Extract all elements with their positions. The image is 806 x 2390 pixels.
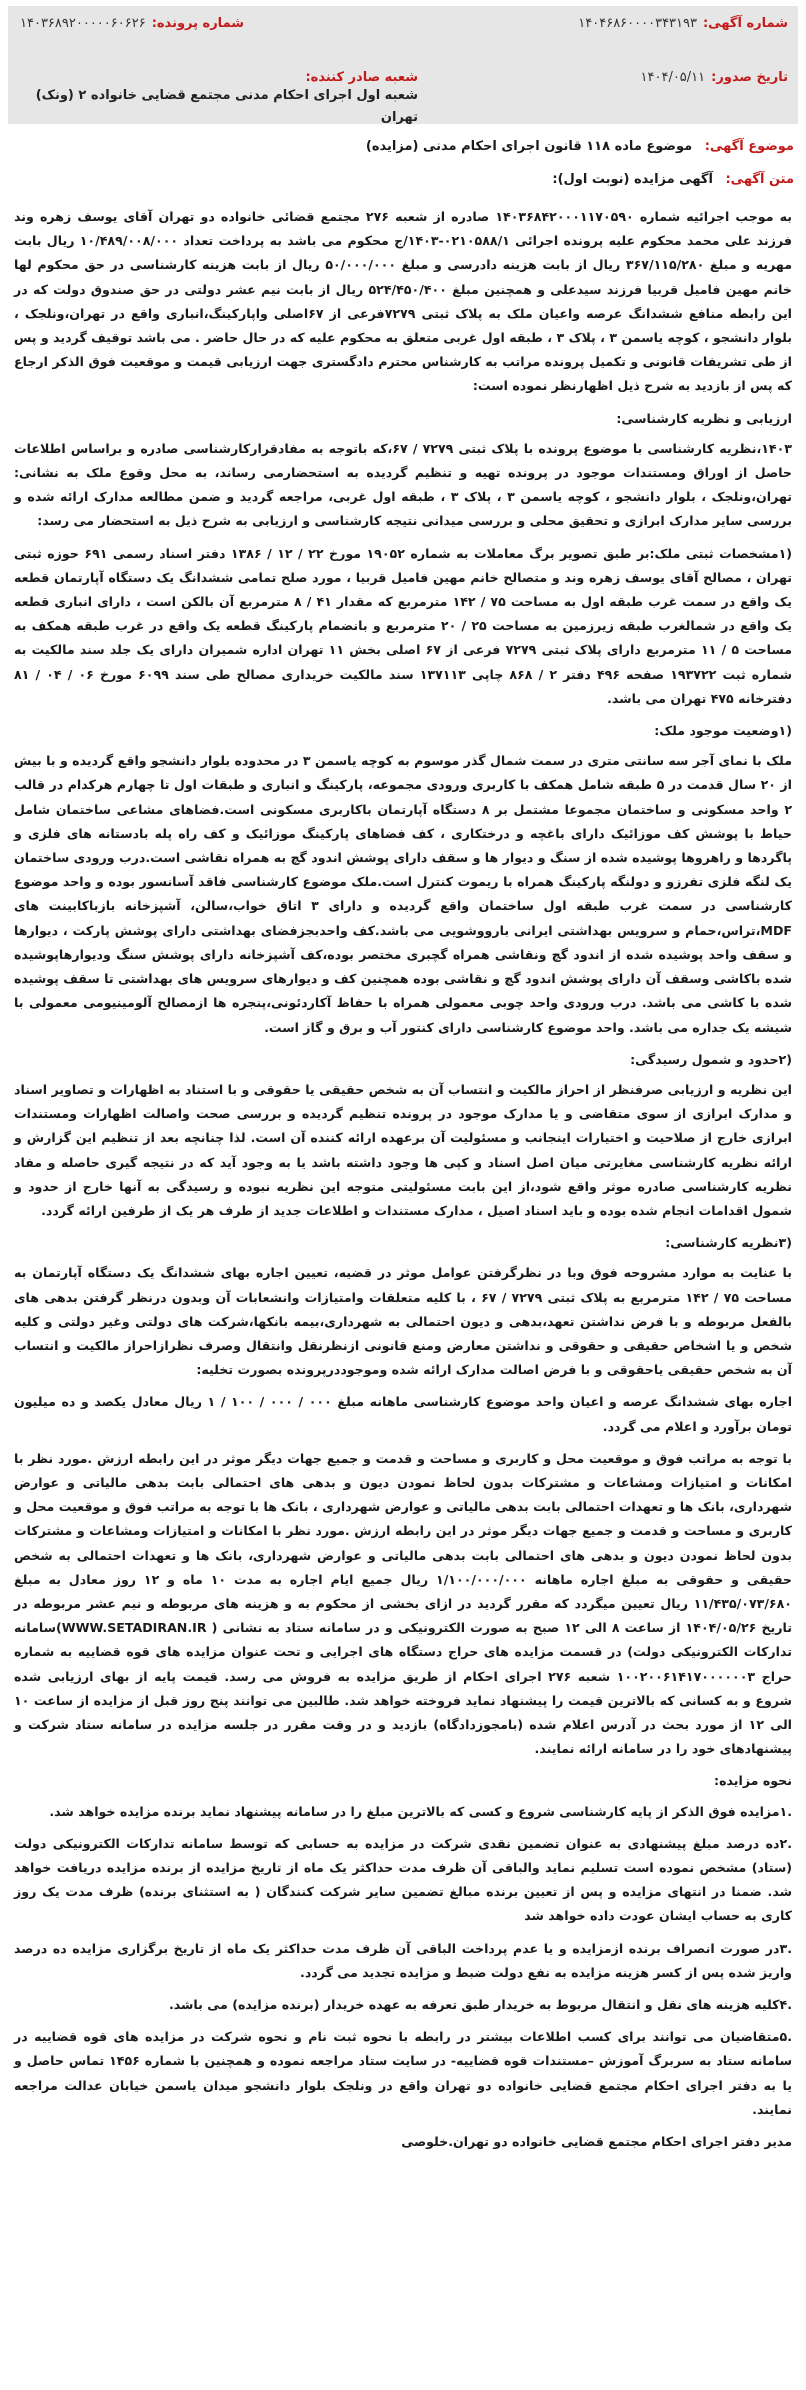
paragraph-auction-terms: با توجه به مراتب فوق و موقعیت محل و کاربری و مساحت و قدمت و جمیع جهات دیگر موثر در این رابطه ارزش .مورد نظر با امکانات و امتیازات ومشاعات و مشترکات بدون لحاظ نمودن دیون و بدهی های احتمالی بابت بدهی مالیاتی و عوارض شهرداری، بانک ها و تعهدات احتمالی بابت بدهی مالیاتی و عوارض شهرداری ، بانک ها با توجه به مراتب فوق و موقعیت محل و کاربری و مساحت و قدمت و جمیع جهات دیگر موثر در این رابطه ارزش .مورد نظر با امکانات و امتیازات ومشاعات و مشترکات بدون لحاظ نمودن دیون و بدهی های احتمالی بابت بدهی مالیاتی و عوارض شهرداری، بانک ها و تعهدات احتمالی به شخص حقیقی و حقوقی به مبلغ اجاره ماهانه ۱/۱۰۰/۰۰۰/۰۰۰ ریال جمیع ایام اجاره به مدت ۱۰ ماه و ۱۲ روز معادل به مبلغ ۱۱/۴۳۵/۰۷۳/۶۸۰ ریال تعیین میگردد که مقرر گردید در ازای بخشی از محکوم به و هزینه های مربوطه و نیم عشر مربوطه در تاریخ ۱۴۰۴/۰۵/۲۶ از ساعت ۸ الی ۱۲ صبح به صورت الکترونیکی و در سامانه ستاد به نشانی ( WWW.SETADIRAN.IR)سامانه تدارکات الکترونیکی دولت) در قسمت مزایده های حراج دستگاه های اجرایی و تحت عنوان مزایده های قوه قضاییه به شماره حراج ۱۰۰۲۰۰۶۱۴۱۷۰۰۰۰۰۰۳ شعبه ۲۷۶ اجرای احکام از طریق مزایده به فروش می رسد. قیمت پایه از بهای ارزیابی شده شروع و به کسانی که بالاترین قیمت را پیشنهاد نماید فروخته خواهد شد. طالبین می توانند پنج روز قبل از مزایده از ساعت ۱۰ الی ۱۲ از مورد بحث در آدرس اعلام شده (بامجوزدادگاه) بازدید و در وقت مقرر در جلسه مزایده در سامانه ستاد شرکت و پیشنهادهای خود را در سامانه ارائه نمایند. (14, 1450, 792, 1757)
heading-auction-method: نحوه مزایده: (714, 1773, 792, 1789)
subject-label: موضوع آگهی: (704, 139, 794, 154)
issue-date-label: تاریخ صدور: (711, 70, 788, 85)
paragraph-execution: به موجب اجرائیه شماره ۱۴۰۳۶۸۴۲۰۰۰۱۱۷۰۵۹۰ صادره از شعبه ۲۷۶ مجتمع قضائی خانواده دو تهران آقای یوسف زهره وند فرزند علی محمد محکوم علیه پرونده اجرائی ۰۲۱۰۵۸۸/۱-۱۴۰۳/ج محکوم می باشد به پرداخت تعداد ۱۰/۴۸۹/۰۰۸/۰۰۰ ریال بابت مهریه و مبلغ ۳۶۷/۱۱۵/۲۸۰ ریال از بابت هزینه دادرسی و مبلغ ۵۰/۰۰۰/۰۰۰ ریال از بابت هزینه کارشناسی در حق محکوم لها خانم مهین فامیل قربیا فرزند سیدعلی و همچنین مبلغ ۵۲۴/۴۵۰/۴۰۰ ریال از بابت نیم عشر دولتی در حق صندوق دولت که در این رابطه منافع ششدانگ عرصه واعیان ملک به پلاک ثبتی ۷۲۷۹فرعی از ۶۷اصلی واپارکینگ،انباری واقع در تهران،ونلجک ، بلوار دانشجو ، کوچه یاسمن ۳ ، پلاک ۳ ، طبقه اول غربی متعلق به محکوم علیه که در حال حاضر . می باشد توقیف گردید و پس از طی تشریفات قانونی و تکمیل پرونده مراتب به کارشناس محترم دادگستری جهت ارزیابی قیمت و موقعیت فوق الذکر ارجاع که پس از بازدید به شرح ذیل اظهارنظر نموده است: (14, 209, 793, 394)
file-number-row (20, 16, 244, 31)
branch-name: شعبه اول اجرای احکام مدنی مجتمع قضایی خانواده ۲ (ونک) تهران (35, 88, 418, 125)
paragraph-current-status: ملک با نمای آجر سه سانتی متری در سمت شمال گذر موسوم به کوچه یاسمن ۳ در محدوده بلوار دانشجو واقع گردیده و با بیش از ۲۰ سال قدمت در ۵ طبقه شامل همکف با کاربری ورودی مجموعه، پارکینگ و انباری و طبقات اول تا چهارم هرکدام در قالب ۲ واحد مسکونی و ساختمان مجموعا مشتمل بر ۸ دستگاه آپارتمان باکاربری مسکونی است.فضاهای مشاعی ساختمان شامل حیاط با پوشش کف موزائیک دارای باغچه و درختکاری ، کف فضاهای پارکینگ موزائیک و کف راه پله بادستانه های فلزی و پاگردها و راهروها پوشیده شده از سنگ و دیوار ها و سقف دارای پوشش اندود گچ به همراه نقاشی است.درب ورودی ساختمان یک لنگه فلزی تفرزو و دولنگه پارکینگ همراه با ریموت کنترل است.ملک موضوع کارشناسی فاقد آسانسور بوده و واحد موضوع کارشناسی در سمت غرب طبقه اول ساختمان واقع گردیده و دارای ۳ اتاق خواب،سالن، آشپزخانه بازباکابینت های MDF،تراس،حمام و سرویس بهداشتی ایرانی بارووشویی می باشد.کف واحدبجزفضای بهداشتی دارای پوشش پارکت ، دیوارها و سقف واحد پوشیده شده از اندود گچ ونقاشی همراه گچبری مختصر بوده،کف آشپزخانه دارای پوشش سنگ ودیوارهاپوشیده شده باکاشی وسقف آن دارای پوشش اندود گچ و نقاشی بوده همچنین کف و دیوارهای سرویس های بهداشتی تا سقف پوشیده شده با کاشی می باشد. درب ورودی واحد چوبی معمولی همراه با حفاظ آکاردئونی،پنجره ها ازمصالح آلومینیومی معمولی با شیشه یک جداره می باشد. واحد موضوع کارشناسی دارای کنتور آب و برق و گاز است. (14, 753, 792, 1035)
text-title: آگهی مزایده (نوبت اول): (552, 172, 713, 187)
signature-line: مدیر دفتر اجرای احکام مجتمع قضایی خانواده دو تهران.خلوصی (401, 2134, 792, 2150)
issue-date: ۱۴۰۴/۰۵/۱۱ (640, 70, 706, 85)
paragraph-registry-details: (۱مشخصات ثبتی ملک:بر طبق تصویر برگ معاملات به شماره ۱۹۰۵۲ مورخ ۲۲ / ۱۲ / ۱۳۸۶ دفتر اسناد رسمی ۶۹۱ حوزه ثبتی تهران ، مصالح آقای یوسف زهره وند و متصالح خانم مهین فامیل قربیا ، مورد صلح تمامی ششدانگ یک دستگاه آپارتمان قطعه یک واقع در سمت غرب طبقه اول به مساحت ۷۵ / ۱۴۲ مترمربع که مقدار ۴۱ / ۸ مترمربع آن بالکن است ، دارای انباری قطعه یک واقع در شمالغرب طبقه زیرزمین به مساحت ۲۵ / ۲۰ مترمربع و بانضمام پارکینگ قطعه یک واقع در غرب طبقه همکف به مساحت ۵ / ۱۱ مترمربع دارای پلاک ثبتی ۷۲۷۹ فرعی از ۶۷ اصلی بخش ۱۱ تهران اداره شمیران دارای یک جلد سند مالکیت به شماره ثبت ۱۹۳۷۲۲ صفحه ۴۹۶ دفتر ۲ / ۸۶۸ چاپی ۱۳۷۱۱۳ سند مالکیت خریداری مصالح طی سند ۶۰۹۹ مورخ ۰۶ / ۰۴ / ۸۱ دفترخانه ۴۷۵ تهران می باشد. (14, 545, 793, 706)
notice-number-label: شماره آگهی: (702, 16, 788, 31)
notice-body (14, 205, 792, 2162)
heading-current-status: (۱وضعیت موجود ملک: (654, 723, 792, 739)
text-line (552, 172, 794, 187)
paragraph-expert-opinion: با عنایت به موارد مشروحه فوق وبا در نظرگرفتن عوامل موثر در قضیه، تعیین اجاره بهای ششدانگ یک دستگاه آپارتمان به مساحت ۷۵ / ۱۴۲ مترمربع به پلاک ثبتی ۷۲۷۹ / ۶۷ ، با کلیه متعلقات وامتیازات وانشعابات آن وبدون درنظر گرفتن بدهی های بالفعل مربوطه و با فرض نداشتن تعهد،بدهی و دیون احتمالی به شهرداری،بیمه بانکها،شرکت های دولتی وغیر دولتی و کلیه شخص و یا اشخاص حقیقی و حقوقی و نداشتن معارض ومنع قانونی ازنظرنقل وانتقال وصرف نظرازاحراز مالکیت و انتساب آن به شخص حقیقی یاحقوقی و با فرض اصالت مدارک ارائه شده وموجوددرپرونده بصورت تخلیه: (14, 1265, 792, 1378)
auction-rule-1: .۱مزایده فوق الذکر از پایه کارشناسی شروع و کسی که بالاترین مبلغ را در سامانه پیشنهاد نماید برنده مزایده خواهد شد. (49, 1803, 792, 1819)
paragraph-appraisal-intro: ۱۴۰۳،نظریه کارشناسی با موضوع پرونده با پلاک ثبتی ۷۲۷۹ / ۶۷،که باتوجه به مفادقرارکارشناسی صادره و براساس اطلاعات حاصل از اوراق ومستندات موجود در پرونده تهیه و تنظیم گردیده به استحضارمی رساند، به محل وقوع ملک به نشانی: تهران،ونلجک ، بلوار دانشجو ، کوچه یاسمن ۳ ، پلاک ۳ ، طبقه اول غربی، مراجعه گردید و ضمن مطالعه مدارک ارائه شده و بررسی سایر مدارک ابرازی و تحقیق محلی و بررسی میدانی نتیجه کارشناسی و ارزیابی به شرح ذیل به استحضار می رسد: (14, 440, 792, 529)
subject-value: موضوع ماده ۱۱۸ قانون اجرای احکام مدنی (مزایده) (365, 139, 693, 154)
paragraph-rent-value: اجاره بهای ششدانگ عرصه و اعیان واحد موضوع کارشناسی ماهانه مبلغ ۰۰۰ / ۰۰۰ / ۱۰۰ / ۱ ریال معادل یکصد و ده میلیون تومان برآورد و اعلام می گردد. (14, 1394, 793, 1434)
branch-row (18, 70, 418, 129)
subject-line (366, 139, 794, 154)
heading-expert-opinion: (۳نظریه کارشناسی: (665, 1235, 792, 1251)
auction-rule-4: .۴کلیه هزینه های نقل و انتقال مربوط به خریدار طبق تعرفه به عهده خریدار (برنده مزایده) می باشد. (168, 1997, 792, 2013)
auction-rule-2: .۲ده درصد مبلغ پیشنهادی به عنوان تضمین نقدی شرکت در مزایده به حسابی که توسط سامانه تدارکات الکترونیکی دولت (ستاد) مشخص نموده است تسلیم نماید والباقی آن ظرف مدت حداکثر یک ماه از تاریخ مزایده از برنده مزایده دریافت خواهد شد. ضمنا در انتهای مزایده و پس از تعیین برنده مبالغ تضمین سایر شرکت کنندگان ( به استثنای برنده) ظرف مدت یک روز کاری به حساب ایشان عودت داده خواهد شد (14, 1835, 792, 1924)
auction-rule-5: .۵متقاضیان می توانند برای کسب اطلاعات بیشتر در رابطه با نحوه ثبت نام و نحوه شرکت در مزایده های قوه قضاییه در سامانه ستاد به سربرگ آموزش –مستندات قوه قضاییه- در سایت ستاد مراجعه نموده و همچنین با شماره ۱۴۵۶ تماس حاصل و یا به دفتر اجرای احکام مجتمع قضایی خانواده دو تهران واقع در ونلجک بلوار دانشجو میدان یاسمن خیابان عدالت مراجعه نمایند. (14, 2029, 792, 2117)
heading-scope: (۲حدود و شمول رسیدگی: (630, 1051, 792, 1067)
paragraph-scope: این نظریه و ارزیابی صرفنظر از احراز مالکیت و انتساب آن به شخص حقیقی یا حقوقی و با استناد به اظهارات و تصاویر اسناد و مدارک ابرازی از سوی متقاضی و یا مدارک موجود در پرونده تنظیم گردیده و بررسی صحت واصالت اظهارات ومستندات ابرازی خارج از صلاحیت و اختیارات اینجانب و مسئولیت آن برعهده ارائه کننده آن است. لذا چنانچه بعد از تنظیم این گزارش و ارائه نظریه کارشناسی مغایرتی میان اصل اسناد و کپی ها وجود داشته باشد یا به وجود آید که در نتیجه گیری حاصله و مفاد نظریه کارشناسی صادره موثر واقع شود،از این بابت مسئولیتی متوجه این نظریه نبوده و رسیدگی به آنها خارج از حدود و شمول اقدامات انجام شده بوده و باید اسناد اصیل ، مدارک مستندات و اطلاعات جدید از طرف هر یک از طرفین ارائه گردد. (14, 1081, 792, 1218)
heading-appraisal: ارزیابی و نظریه کارشناسی: (616, 410, 792, 426)
notice-header (8, 6, 798, 124)
file-number: ۱۴۰۳۶۸۹۲۰۰۰۰۰۶۰۶۲۶ (20, 16, 146, 31)
issue-date-row (641, 70, 788, 85)
file-number-label: شماره پرونده: (151, 16, 245, 31)
branch-label: شعبه صادر کننده: (305, 70, 418, 85)
auction-rule-3: .۳در صورت انصراف برنده ازمزایده و یا عدم پرداخت الباقی آن ظرف مدت حداکثر یک ماه از تاریخ برگزاری مزایده ده درصد واریز شده پس از کسر هزینه مزایده به نفع دولت ضبط و مزایده تجدید می گردد. (14, 1940, 792, 1980)
text-label: متن آگهی: (725, 172, 794, 187)
notice-number-row (578, 16, 788, 31)
notice-number: ۱۴۰۴۶۸۶۰۰۰۰۳۴۳۱۹۳ (578, 16, 697, 31)
